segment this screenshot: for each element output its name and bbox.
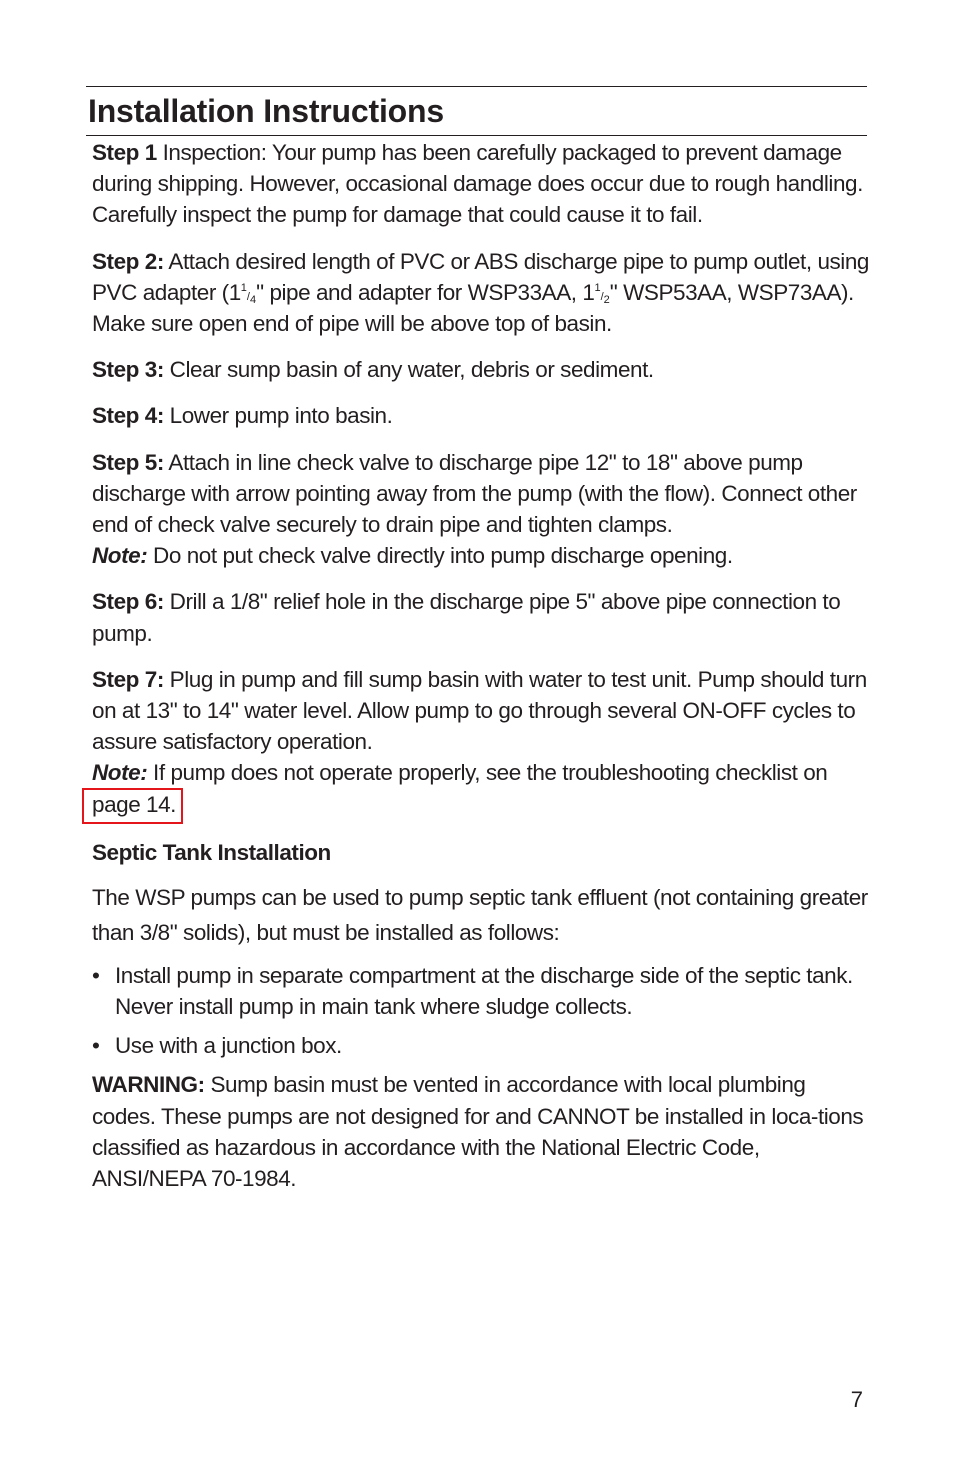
fraction-one-quarter: [241, 282, 256, 306]
fraction-numerator: 1: [594, 281, 601, 294]
step-5: [92, 447, 872, 572]
step-2: [92, 246, 872, 340]
step-6: [92, 586, 872, 648]
step-1-label: Step 1: [92, 140, 157, 165]
step-5-label: Step 5:: [92, 449, 164, 475]
step-2-label: Step 2:: [92, 248, 164, 274]
fraction-numerator: 1: [240, 281, 247, 294]
step-7-note-label: Note:: [92, 760, 148, 786]
step-7-label: Step 7:: [92, 666, 164, 692]
step-4-label: Step 4:: [92, 403, 164, 429]
step-5-text: Attach in line check valve to discharge pipe 12" to 18" above pump discharge with arrow pointing away from the pump (with the flow). Connect other end of check valve securely to drain pipe and tighten clamps.: [92, 449, 857, 538]
step-5-note-label: Note:: [92, 543, 148, 569]
step-3-text: Clear sump basin of any water, debris or sediment.: [163, 357, 654, 383]
step-4: [92, 400, 872, 431]
step-3: [92, 354, 872, 385]
step-2-text-a: Attach desired length of PVC or ABS discharge pipe to pump outlet, using PVC adapter (1: [92, 248, 869, 305]
step-1-text: Inspection: Your pump has been carefully packaged to prevent damage during shipping. However, occasional damage does occur due to rough handling. Carefully inspect the pump for damage that could cause it to fail.: [92, 140, 863, 228]
warning: [92, 1069, 872, 1194]
bullet-icon: •: [92, 1033, 100, 1059]
page-number: 7: [850, 1387, 863, 1412]
fraction-denominator: 2: [603, 293, 610, 306]
fraction-denominator: 4: [249, 293, 257, 306]
step-2-text-b: " pipe and adapter for WSP33AA, 1: [256, 279, 595, 305]
step-7-text: Plug in pump and fill sump basin with water to test unit. Pump should turn on at 13" to 14" water level. Allow pump to go through several ON-OFF cycles to assure satisfactory operation.: [92, 666, 867, 755]
step-2-text-c: " WSP53AA, WSP73AA). Make sure open end of pipe will be above top of basin.: [92, 279, 854, 337]
warning-label: WARNING:: [92, 1072, 205, 1098]
step-6-label: Step 6:: [92, 589, 164, 615]
step-6-text: Drill a 1/8" relief hole in the discharge pipe 5" above pipe connection to pump.: [92, 589, 841, 646]
list-item-text: Use with a junction box.: [115, 1033, 342, 1059]
step-4-text: Lower pump into basin.: [163, 403, 393, 429]
instructions-body: [92, 137, 872, 1209]
page-title: Installation Instructions: [88, 93, 444, 129]
fraction-slash: /: [246, 290, 250, 303]
septic-heading: Septic Tank Installation: [92, 839, 331, 865]
list-item: [92, 1030, 872, 1061]
list-item: [92, 960, 872, 1022]
step-7-note-text: If pump does not operate properly, see the troubleshooting checklist on: [147, 760, 828, 786]
warning-text: Sump basin must be vented in accordance with local plumbing codes. These pumps are not designed for and CANNOT be installed in loca-tions classified as hazardous in accordance with the National Electric Code, ANSI/NEPA 70-1984.: [92, 1072, 864, 1192]
step-5-note-text: Do not put check valve directly into pump discharge opening.: [147, 543, 733, 569]
list-item-text: Install pump in separate compartment at the discharge side of the septic tank. Never install pump in main tank where sludge collects.: [115, 962, 853, 1020]
septic-intro: The WSP pumps can be used to pump septic tank effluent (not containing greater than 3/8" solids), but must be installed as follows:: [92, 884, 868, 945]
header-bottom-rule: [86, 135, 867, 136]
header-top-rule: [86, 86, 867, 87]
troubleshooting-page-link[interactable]: page 14.: [84, 790, 181, 822]
fraction-one-half: [594, 282, 609, 306]
fraction-slash: /: [600, 290, 604, 303]
step-3-label: Step 3:: [92, 357, 164, 383]
bullet-icon: •: [92, 962, 100, 988]
step-1: [92, 137, 872, 231]
step-7: [92, 664, 872, 822]
